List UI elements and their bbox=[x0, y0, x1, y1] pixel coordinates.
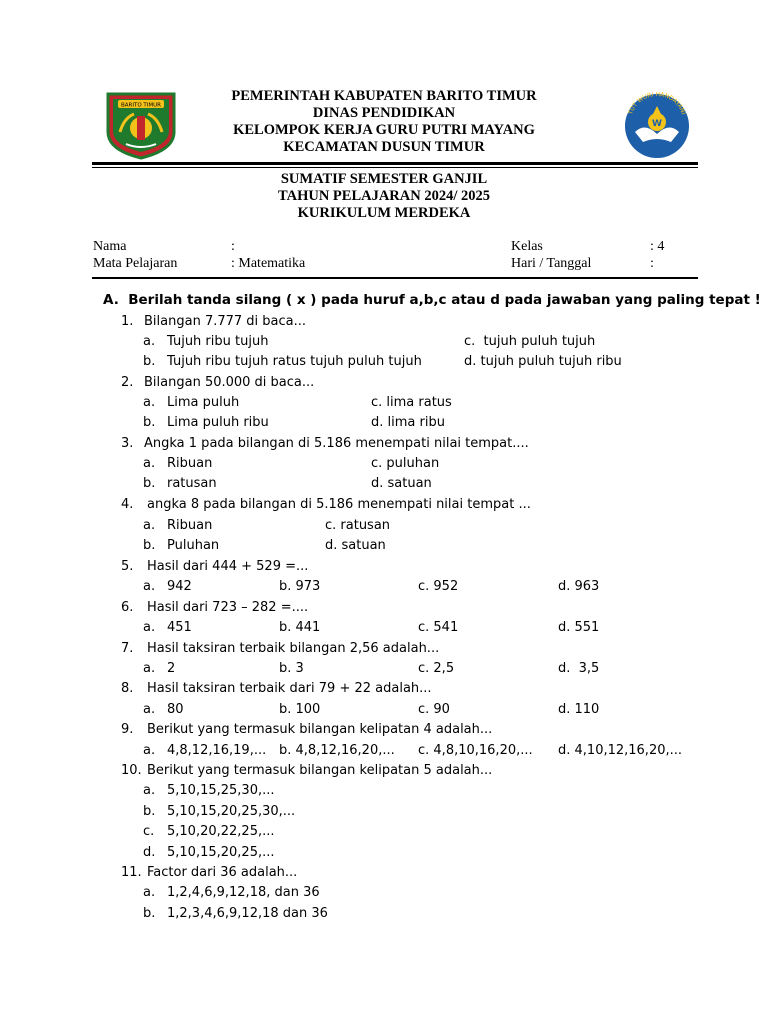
option-d: d. tujuh puluh tujuh ribu bbox=[464, 354, 622, 369]
option-a: Ribuan bbox=[167, 456, 213, 471]
option-d: d. 3,5 bbox=[558, 661, 600, 676]
option-b: Lima puluh ribu bbox=[167, 415, 269, 430]
question-text: Hasil taksiran terbaik dari 79 + 22 adalah... bbox=[147, 681, 432, 696]
hari-value: : bbox=[650, 256, 654, 271]
header-line-2: DINAS PENDIDIKAN bbox=[312, 105, 456, 121]
option-letter: a. bbox=[143, 334, 156, 349]
option-c: c. puluhan bbox=[371, 456, 440, 471]
header-divider-thick bbox=[92, 162, 698, 165]
question-text: Factor dari 36 adalah... bbox=[147, 865, 298, 880]
svg-text:TUT WURI HANDAYANI: TUT WURI HANDAYANI bbox=[627, 92, 687, 116]
option-c: c. 541 bbox=[418, 620, 459, 635]
option-d: d. lima ribu bbox=[371, 415, 445, 430]
header-line-3: KELOMPOK KERJA GURU PUTRI MAYANG bbox=[233, 122, 535, 138]
exam-title-line-3: KURIKULUM MERDEKA bbox=[297, 205, 471, 221]
option-d: d. 4,10,12,16,20,... bbox=[558, 743, 683, 758]
question-number: 8. bbox=[121, 681, 134, 696]
option-letter: a. bbox=[143, 885, 156, 900]
option-b: b. 4,8,12,16,20,... bbox=[279, 743, 395, 758]
option-b: b. 973 bbox=[279, 579, 321, 594]
question-text: Hasil dari 723 – 282 =.... bbox=[147, 600, 309, 615]
question-text: Hasil taksiran terbaik bilangan 2,56 adalah... bbox=[147, 641, 440, 656]
option-c: c. tujuh puluh tujuh bbox=[464, 334, 596, 349]
option-b: ratusan bbox=[167, 476, 217, 491]
svg-text:BARITO TIMUR: BARITO TIMUR bbox=[121, 102, 161, 109]
mapel-label: Mata Pelajaran bbox=[93, 256, 178, 271]
option-c: c. 90 bbox=[418, 702, 450, 717]
option-b: b. 3 bbox=[279, 661, 304, 676]
question-text: Angka 1 pada bilangan di 5.186 menempati nilai tempat.... bbox=[144, 436, 529, 451]
question-number: 7. bbox=[121, 641, 134, 656]
question-number: 10. bbox=[121, 763, 142, 778]
option-d: d. 963 bbox=[558, 579, 600, 594]
option-letter: a. bbox=[143, 579, 156, 594]
nama-value: : bbox=[231, 239, 235, 254]
option-d: d. satuan bbox=[325, 538, 386, 553]
option-d: d. satuan bbox=[371, 476, 432, 491]
option-c: c. lima ratus bbox=[371, 395, 452, 410]
option-c: 5,10,20,22,25,... bbox=[167, 824, 275, 839]
option-a: 942 bbox=[167, 579, 192, 594]
question-text: Berikut yang termasuk bilangan kelipatan 4 adalah... bbox=[147, 722, 493, 737]
option-a: 5,10,15,25,30,... bbox=[167, 783, 275, 798]
header-divider-thin bbox=[92, 167, 698, 168]
kelas-label: Kelas bbox=[511, 239, 543, 254]
option-c: c. 4,8,10,16,20,... bbox=[418, 743, 533, 758]
option-d: d. 551 bbox=[558, 620, 600, 635]
option-b: Tujuh ribu tujuh ratus tujuh puluh tujuh bbox=[167, 354, 422, 369]
header-line-4: KECAMATAN DUSUN TIMUR bbox=[283, 139, 485, 155]
option-a: 4,8,12,16,19,... bbox=[167, 743, 267, 758]
option-letter: a. bbox=[143, 743, 156, 758]
question-number: 3. bbox=[121, 436, 134, 451]
option-letter: d. bbox=[143, 845, 156, 860]
option-letter: b. bbox=[143, 415, 156, 430]
option-letter: a. bbox=[143, 620, 156, 635]
option-letter: b. bbox=[143, 804, 156, 819]
option-a: Tujuh ribu tujuh bbox=[167, 334, 269, 349]
option-a: Ribuan bbox=[167, 518, 213, 533]
option-c: c. 952 bbox=[418, 579, 459, 594]
header-line-1: PEMERINTAH KABUPATEN BARITO TIMUR bbox=[231, 88, 537, 104]
option-letter: b. bbox=[143, 354, 156, 369]
option-b: 5,10,15,20,25,30,... bbox=[167, 804, 296, 819]
question-number: 4. bbox=[121, 497, 134, 512]
option-a: 2 bbox=[167, 661, 176, 676]
option-a: 80 bbox=[167, 702, 184, 717]
mapel-value: : Matematika bbox=[231, 256, 306, 271]
section-a-instruction: A. Berilah tanda silang ( x ) pada huruf a,b,c atau d pada jawaban yang paling tepat ! bbox=[103, 292, 761, 308]
question-number: 1. bbox=[121, 314, 134, 329]
option-b: Puluhan bbox=[167, 538, 220, 553]
option-letter: a. bbox=[143, 661, 156, 676]
exam-title-line-1: SUMATIF SEMESTER GANJIL bbox=[280, 171, 488, 187]
info-divider bbox=[92, 277, 698, 279]
question-number: 2. bbox=[121, 375, 134, 390]
option-c: c. 2,5 bbox=[418, 661, 455, 676]
option-a: 451 bbox=[167, 620, 192, 635]
nama-label: Nama bbox=[93, 239, 127, 254]
option-letter: b. bbox=[143, 906, 156, 921]
option-a: Lima puluh bbox=[167, 395, 240, 410]
exam-title-line-2: TAHUN PELAJARAN 2024/ 2025 bbox=[278, 188, 490, 204]
svg-text:W: W bbox=[652, 119, 662, 129]
option-c: c. ratusan bbox=[325, 518, 391, 533]
hari-label: Hari / Tanggal bbox=[511, 256, 592, 271]
option-letter: a. bbox=[143, 456, 156, 471]
option-d: d. 110 bbox=[558, 702, 600, 717]
option-letter: b. bbox=[143, 476, 156, 491]
option-letter: a. bbox=[143, 395, 156, 410]
option-letter: a. bbox=[143, 783, 156, 798]
option-b: b. 441 bbox=[279, 620, 321, 635]
question-text: Bilangan 50.000 di baca... bbox=[144, 375, 315, 390]
question-text: angka 8 pada bilangan di 5.186 menempati nilai tempat ... bbox=[147, 497, 531, 512]
tut-wuri-handayani-logo bbox=[621, 92, 693, 160]
question-number: 11. bbox=[121, 865, 142, 880]
option-letter: a. bbox=[143, 702, 156, 717]
option-b: 1,2,3,4,6,9,12,18 dan 36 bbox=[167, 906, 328, 921]
question-number: 9. bbox=[121, 722, 134, 737]
option-letter: b. bbox=[143, 538, 156, 553]
question-text: Berikut yang termasuk bilangan kelipatan 5 adalah... bbox=[147, 763, 493, 778]
question-number: 6. bbox=[121, 600, 134, 615]
question-text: Bilangan 7.777 di baca... bbox=[144, 314, 307, 329]
option-d: 5,10,15,20,25,... bbox=[167, 845, 275, 860]
option-a: 1,2,4,6,9,12,18, dan 36 bbox=[167, 885, 320, 900]
option-letter: c. bbox=[143, 824, 155, 839]
question-text: Hasil dari 444 + 529 =... bbox=[147, 559, 309, 574]
option-b: b. 100 bbox=[279, 702, 321, 717]
question-number: 5. bbox=[121, 559, 134, 574]
option-letter: a. bbox=[143, 518, 156, 533]
kelas-value: : 4 bbox=[650, 239, 665, 254]
